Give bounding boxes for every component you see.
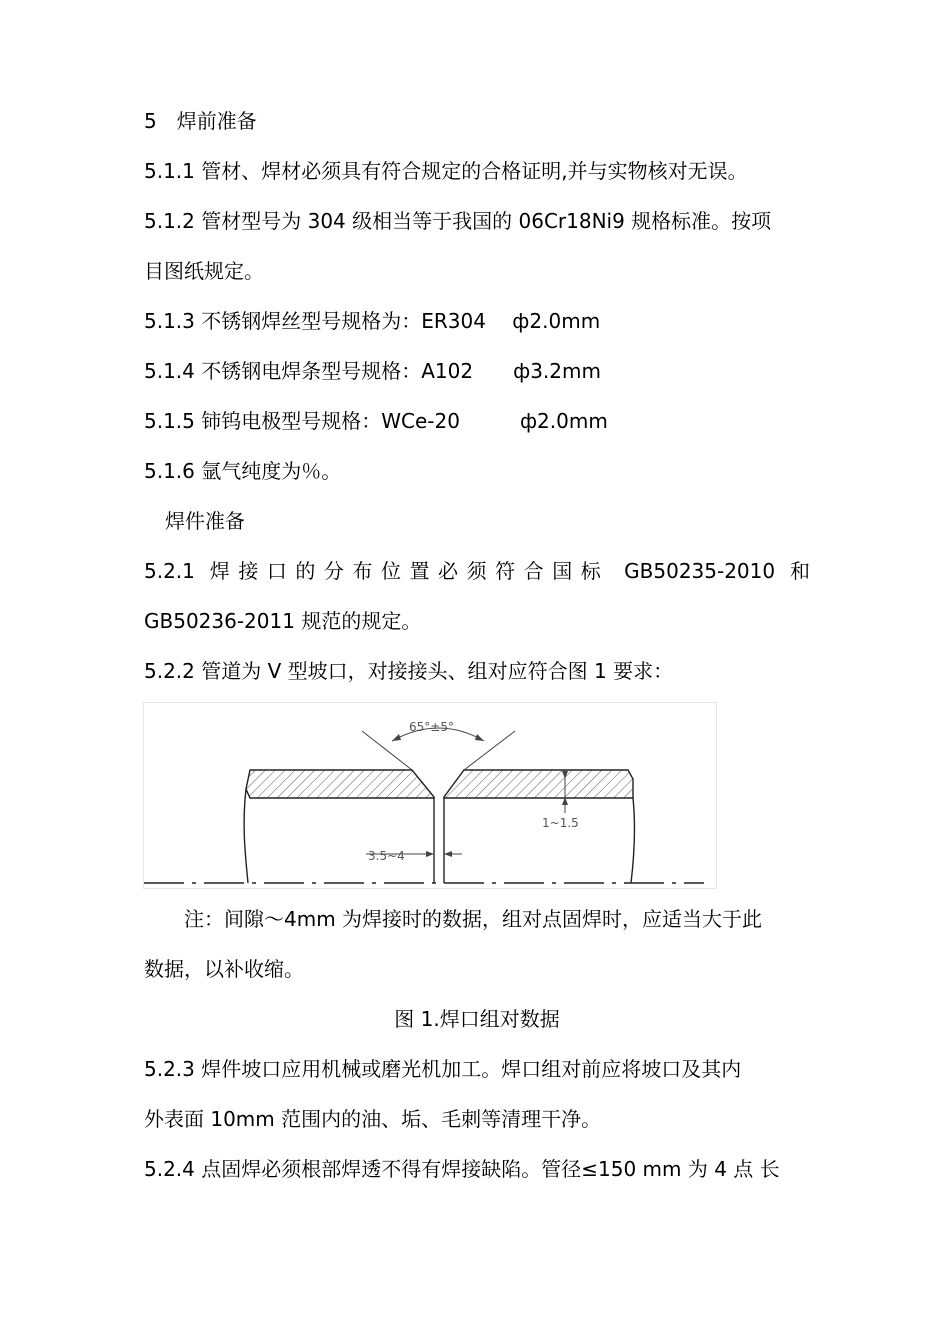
note-line1: 注：间隙～4mm 为焊接时的数据，组对点固焊时，应适当大于此 (184, 907, 763, 931)
paragraph-5-1-3: 5.1.3 不锈钢焊丝型号规格为：ER304 ф2.0mm (144, 309, 601, 333)
paragraph-5-2-1-line1: 5.2.1 焊接口的分布位置必须符合国标 GB50235-2010 和 (144, 559, 810, 583)
groove-joint-figure (143, 702, 717, 889)
paragraph-5-2-1-line2: GB50236-2011 规范的规定。 (144, 609, 422, 633)
paragraph-5-1-4: 5.1.4 不锈钢电焊条型号规格：A102 ф3.2mm (144, 359, 601, 383)
section-heading-5-2: 焊件准备 (165, 509, 245, 533)
land-height-label: 1~1.5 (542, 816, 579, 830)
paragraph-5-2-2: 5.2.2 管道为 V 型坡口，对接接头、组对应符合图 1 要求： (144, 659, 674, 683)
paragraph-5-2-4: 5.2.4 点固焊必须根部焊透不得有焊接缺陷。管径≤150 mm 为 4 点 长 (144, 1157, 780, 1181)
paragraph-5-1-1: 5.1.1 管材、焊材必须具有符合规定的合格证明,并与实物核对无误。 (144, 159, 748, 183)
right-pipe-wall (444, 770, 633, 798)
groove-joint-drawing (144, 703, 716, 888)
paragraph-5-1-2-line1: 5.1.2 管材型号为 304 级相当等于我国的 06Cr18Ni9 规格标准。按项 (144, 209, 772, 233)
left-pipe-wall (246, 770, 434, 798)
paragraph-5-1-6: 5.1.6 氩气纯度为％。 (144, 459, 342, 483)
paragraph-5-2-3-line2: 外表面 10mm 范围内的油、垢、毛刺等清理干净。 (144, 1107, 602, 1131)
figure-caption: 图 1.焊口组对数据 (394, 1007, 560, 1031)
paragraph-5-1-5: 5.1.5 铈钨电极型号规格：WCe-20 ф2.0mm (144, 409, 608, 433)
section-heading-5: 5 焊前准备 (144, 109, 257, 133)
gap-label: 3.5~4 (368, 849, 405, 863)
paragraph-5-2-3-line1: 5.2.3 焊件坡口应用机械或磨光机加工。焊口组对前应将坡口及其内 (144, 1057, 742, 1081)
angle-label: 65°±5° (409, 720, 454, 734)
paragraph-5-1-2-line2: 目图纸规定。 (144, 259, 264, 283)
note-line2: 数据，以补收缩。 (144, 957, 304, 981)
